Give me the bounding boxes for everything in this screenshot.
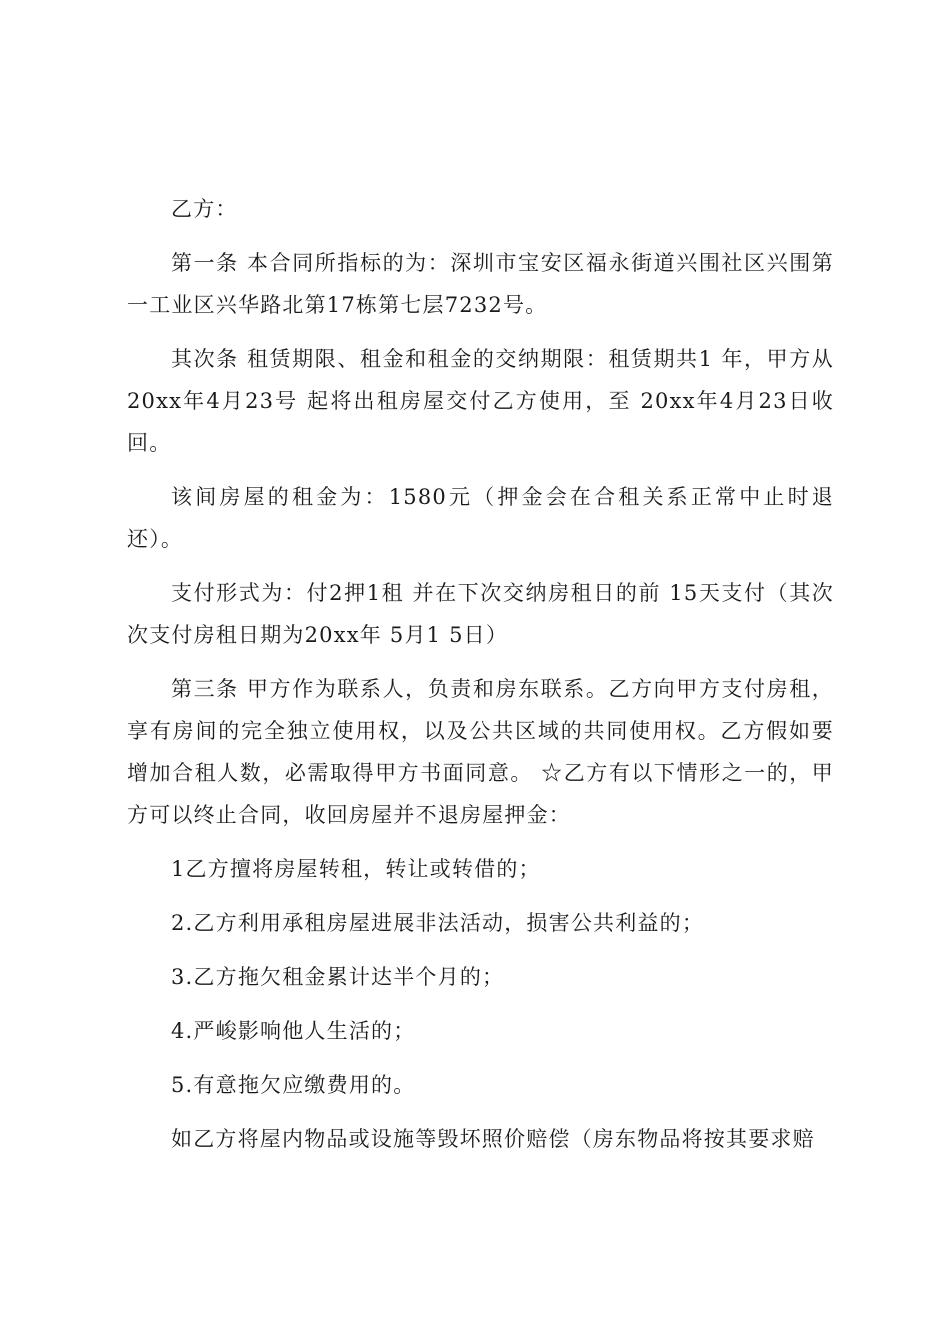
damage-compensation: 如乙方将屋内物品或设施等毁坏照价赔偿（房东物品将按其要求赔 <box>171 1127 815 1151</box>
termination-item-3: 3.乙方拖欠租金累计达半个月的； <box>171 965 505 989</box>
termination-item-1: 1乙方擅将房屋转租，转让或转借的； <box>171 857 541 881</box>
termination-item-4: 4.严峻影响他人生活的； <box>171 1019 416 1043</box>
rent-amount: 该间房屋的租金为：1580元（押金会在合租关系正常中止时退还）。 <box>127 485 834 551</box>
termination-item-2: 2.乙方利用承租房屋进展非法活动，损害公共利益的； <box>171 911 705 935</box>
article-2-lease-term: 其次条 租赁期限、租金和租金的交纳期限：租赁期共1 年，甲方从 20xx年4月23号 起将出租房屋交付乙方使用，至 20xx年4月23日收回。 <box>127 347 834 455</box>
article-1-premises: 第一条 本合同所指标的为：深圳市宝安区福永街道兴围社区兴围第一工业区兴华路北第17栋第七层7232号。 <box>127 251 834 317</box>
article-3-contact: 第三条 甲方作为联系人，负责和房东联系。乙方向甲方支付房租，享有房间的完全独立使用权，以及公共区域的共同使用权。乙方假如要增加合租人数，必需取得甲方书面同意。 ☆乙方有以下情形之一的，甲方可以终止合同，收回房屋并不退房屋押金： <box>127 677 834 827</box>
party-b-label: 乙方： <box>171 197 238 221</box>
payment-method: 支付形式为：付2押1租 并在下次交纳房租日的前 15天支付（其次次支付房租日期为20xx年 5月1 5日） <box>127 581 834 647</box>
document-body <box>127 188 834 1172</box>
termination-item-5: 5.有意拖欠应缴费用的。 <box>171 1073 416 1097</box>
